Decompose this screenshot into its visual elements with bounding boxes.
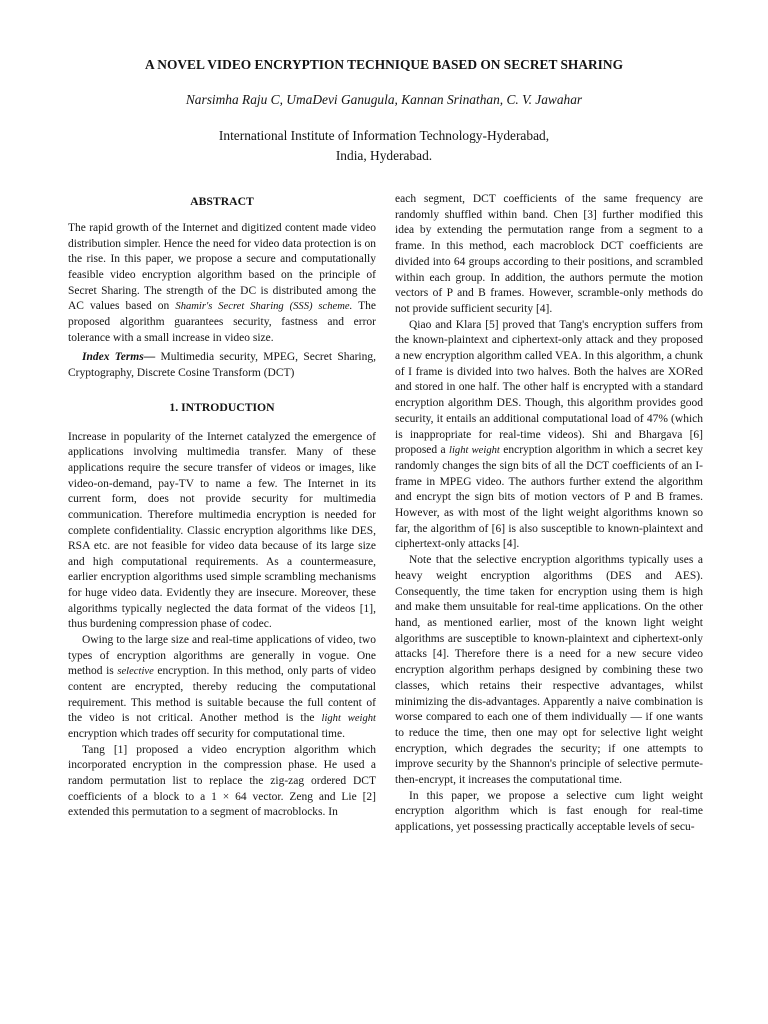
abstract-text-b: The proposed algorithm guarantees security, fastness and error tolerance with a small increase in video size. <box>68 300 376 344</box>
spacer <box>68 416 376 430</box>
right-paragraph-3: Note that the selective encryption algorithms typically uses a heavy weight encryption algorithms (DES and AES). Consequently, the time taken for encryption using them is high and make them unsuitable for real-time applications. On the other hand, as mentioned earlier, most of the known light weight algorithms are susceptible to known-plaintext and ciphertext-only attacks [4]. Therefore there is a need for a new secure video encryption algorithm perhaps designed by combining these two classes, which retains their respective advantages, whilst minimizing the dis-advantages. Apparently a naive combination is worse compared to each one of them individually — if one wants to reduce the time, then one may opt for selective light weight encryption, which degrades the security; if one attempts to improve security by the Shannon's principle of selective permute-then-encrypt, it increases the computational time. <box>395 554 703 787</box>
right-paragraph-4: In this paper, we propose a selective cum light weight encryption algorithm which is fast enough for real-time applications, yet possessing practically acceptable levels of secu- <box>395 789 703 834</box>
affiliation <box>0 126 768 166</box>
intro-p2-emphasis-2: light weight <box>321 713 376 725</box>
abstract-emphasis: Shamir's Secret Sharing (SSS) scheme. <box>175 301 353 313</box>
author-list: Narsimha Raju C, UmaDevi Ganugula, Kannan Srinathan, C. V. Jawahar <box>185 92 583 107</box>
right-p2-a: Qiao and Klara [5] proved that Tang's encryption suffers from the known-plaintext and ciphertext-only attack and they proposed a new encryption algorithm called VEA. In this algorithm, a chunk of I frame is divided into two halves. Both the halves are XORed and stored in one half. The other half is encrypted with a standard encryption algorithm DES. Though, this algorithm provides good security, it entails an additional computational load of 47% (which is inappropriate for real-time videos). Shi and Bhargava [6] proposed a <box>395 318 703 457</box>
abstract-text-a: The rapid growth of the Internet and digitized content made video distribution simpler. Hence the need for video data protection is on the rise. In this paper, we propose a secure and computationally feasible video encryption algorithm based on the principle of Secret Sharing. The strength of the DC is distributed among the AC values based on <box>68 222 376 313</box>
right-paragraph-1: each segment, DCT coefficients of the same frequency are randomly shuffled within band. Chen [3] further modified this idea by extending the permutation range from a segment to a frame. In this method, each macroblock DCT coefficients are divided into 64 groups according to their positions, and scrambled within each group. In addition, the authors permute the motion vectors of P and B frames. However, scramble-only methods do not provide sufficient security [4]. <box>395 193 703 315</box>
spacer <box>68 210 376 221</box>
index-terms <box>68 350 376 381</box>
right-p2-emphasis: light weight <box>449 445 500 457</box>
right-paragraph-2 <box>395 318 703 554</box>
intro-p2-a: Owing to the large size and real-time applications of video, two types of encryption algorithms are generally in vogue. One method is <box>68 634 376 678</box>
intro-heading: 1. INTRODUCTION <box>169 400 275 414</box>
left-column <box>68 194 376 821</box>
intro-p2-c: encryption which trades off security for computational time. <box>68 728 345 741</box>
spacer <box>68 382 376 400</box>
abstract-heading: ABSTRACT <box>190 195 254 208</box>
index-terms-label: Index Terms— <box>82 351 156 364</box>
index-terms-text: Multimedia security, MPEG, Secret Sharing, Cryptography, Discrete Cosine Transform (DCT) <box>68 351 376 379</box>
intro-paragraph-1: Increase in popularity of the Internet catalyzed the emergence of applications involving multimedia transfer. Many of these applications require the secure transfer of videos or images, like video-on-demand, pay-TV to name a few. The Internet in its current form, does not provide security for multimedia communication. Therefore multimedia encryption is needed for complete confidentiality. Classic encryption algorithms like DES, RSA etc. are not feasible for video data because of its large size and high computational requirements. As a countermeasure, earlier encryption algorithms used simple scrambling mechanisms for huge video data. Evidently they are insecure. Moreover, these algorithms typically neglected the data format of the videos [1], thus burdening compression phase of codec. <box>68 430 376 631</box>
intro-p2-emphasis-1: selective <box>117 666 154 678</box>
abstract-text <box>68 221 376 346</box>
intro-paragraph-3: Tang [1] proposed a video encryption algorithm which incorporated encryption in the compression phase. He used a random permutation list to replace the zig-zag ordered DCT coefficients of a block to a 1 × 64 vector. Zeng and Lie [2] extended this permutation to a segment of macroblocks. In <box>68 743 376 819</box>
affiliation-line-2: India, Hyderabad. <box>335 148 433 163</box>
right-p2-b: encryption algorithm in which a secret key randomly changes the sign bits of all the DCT coefficients of an I-frame in MPEG video. The authors further extend the algorithm and encrypt the sign bits of motion vectors of P and B frames. However, as with most of the light weight algorithms known so far, the algorithm of [6] is also susceptible to known-plaintext and ciphertext-only attacks [4]. <box>395 444 703 551</box>
right-column <box>395 192 703 836</box>
affiliation-line-1: International Institute of Information Technology-Hyderabad, <box>218 128 550 143</box>
intro-p2-b: encryption. In this method, only parts of video content are encrypted, thereby reducing the computational requirement. This method is suitable because the full content of the video is not critical. Another method is the <box>68 665 376 725</box>
paper-title: A NOVEL VIDEO ENCRYPTION TECHNIQUE BASED ON SECRET SHARING <box>145 57 623 72</box>
intro-paragraph-2 <box>68 633 376 743</box>
